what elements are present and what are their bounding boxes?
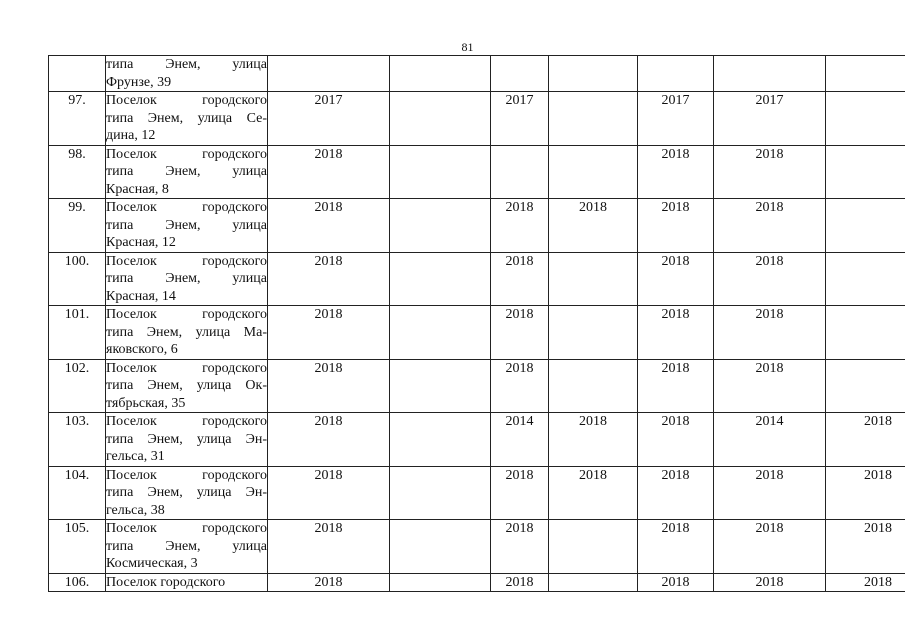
address-cell [106, 413, 268, 467]
address-cell [106, 92, 268, 146]
row-number-cell: 98. [49, 145, 106, 199]
year-cell: 2018 [491, 466, 549, 520]
address-line: Космическая, 3 [106, 556, 198, 571]
year-cell: 2017 [268, 92, 390, 146]
address-cell [106, 145, 268, 199]
year-cell [549, 573, 638, 592]
year-cell [826, 92, 905, 146]
year-cell: 2018 [638, 306, 714, 360]
year-cell: 2018 [638, 359, 714, 413]
year-cell: 2018 [714, 252, 826, 306]
year-cell [390, 199, 491, 253]
year-cell [390, 306, 491, 360]
year-cell: 2018 [714, 573, 826, 592]
address-line: Поселок городского [106, 414, 267, 429]
address-line: типа Энем, улица [106, 57, 267, 72]
year-cell: 2018 [549, 199, 638, 253]
year-cell: 2018 [549, 466, 638, 520]
address-line: типа Энем, улица Эн- [106, 431, 267, 447]
address-cell [106, 466, 268, 520]
address-line: Поселок городского [106, 360, 267, 376]
year-cell: 2018 [268, 573, 390, 592]
year-cell: 2017 [638, 92, 714, 146]
row-number-cell: 106. [49, 573, 106, 592]
year-cell: 2018 [714, 520, 826, 574]
year-cell [390, 573, 491, 592]
table-row [49, 306, 905, 360]
page-number: 81 [461, 40, 474, 54]
year-cell: 2018 [638, 573, 714, 592]
address-line: Поселок городского [106, 253, 267, 269]
year-cell: 2018 [638, 252, 714, 306]
year-cell: 2018 [638, 145, 714, 199]
year-cell: 2018 [268, 413, 390, 467]
table-body [49, 56, 905, 592]
year-cell: 2018 [638, 466, 714, 520]
address-cell [106, 56, 268, 92]
row-number-cell: 99. [49, 199, 106, 253]
row-number-cell: 100. [49, 252, 106, 306]
address-line: Красная, 14 [106, 288, 176, 304]
address-cell [106, 359, 268, 413]
year-cell [390, 92, 491, 146]
address-line: Поселок городского [106, 307, 267, 322]
row-number-cell: 105. [49, 520, 106, 574]
address-line: яковского, 6 [106, 342, 178, 357]
address-line: типа Энем, улица Ма- [106, 324, 267, 340]
table-row [49, 413, 905, 467]
year-cell [549, 520, 638, 574]
address-cell [106, 199, 268, 253]
address-line: Фрунзе, 39 [106, 74, 172, 90]
address-line: типа Энем, улица Эн- [106, 485, 267, 500]
year-cell: 2018 [714, 199, 826, 253]
year-cell [268, 56, 390, 92]
address-line: гельса, 38 [106, 502, 165, 518]
address-line: типа Энем, улица [106, 164, 267, 179]
year-cell [826, 199, 905, 253]
year-cell: 2018 [268, 145, 390, 199]
address-line: типа Энем, улица Се- [106, 110, 267, 126]
year-cell: 2018 [491, 306, 549, 360]
address-line: Поселок городского [106, 93, 267, 108]
table-row [49, 466, 905, 520]
year-cell: 2018 [268, 252, 390, 306]
row-number-cell [49, 56, 106, 92]
year-cell [549, 56, 638, 92]
row-number-cell: 103. [49, 413, 106, 467]
year-cell [826, 359, 905, 413]
year-cell: 2017 [714, 92, 826, 146]
row-number-cell: 97. [49, 92, 106, 146]
year-cell [390, 359, 491, 413]
year-cell: 2017 [491, 92, 549, 146]
address-line: типа Энем, улица [106, 271, 267, 286]
year-cell [549, 359, 638, 413]
address-line: Поселок городского [106, 146, 267, 162]
year-cell: 2018 [491, 359, 549, 413]
address-line: Поселок городского [106, 200, 267, 215]
address-line: Красная, 12 [106, 235, 176, 250]
year-cell [549, 92, 638, 146]
year-cell: 2018 [638, 520, 714, 574]
year-cell: 2018 [268, 520, 390, 574]
year-cell: 2018 [714, 145, 826, 199]
address-cell [106, 252, 268, 306]
table-row [49, 573, 905, 592]
year-cell [390, 520, 491, 574]
year-cell: 2018 [491, 573, 549, 592]
address-line: Поселок городского [106, 521, 267, 536]
year-cell: 2014 [491, 413, 549, 467]
table-row [49, 252, 905, 306]
year-cell: 2018 [491, 252, 549, 306]
table-row [49, 56, 905, 92]
year-cell [390, 252, 491, 306]
year-cell [390, 145, 491, 199]
year-cell [549, 252, 638, 306]
year-cell [826, 306, 905, 360]
address-cell [106, 573, 268, 592]
year-cell: 2018 [491, 199, 549, 253]
buildings-table [48, 55, 905, 592]
address-line: типа Энем, улица [106, 217, 267, 233]
address-line: тябрьская, 35 [106, 395, 186, 411]
table-row [49, 199, 905, 253]
year-cell [390, 56, 491, 92]
year-cell: 2018 [491, 520, 549, 574]
year-cell: 2018 [268, 306, 390, 360]
table-row [49, 520, 905, 574]
year-cell: 2018 [826, 573, 905, 592]
row-number-cell: 102. [49, 359, 106, 413]
year-cell: 2018 [638, 413, 714, 467]
year-cell: 2018 [638, 199, 714, 253]
table-row [49, 359, 905, 413]
row-number-cell: 104. [49, 466, 106, 520]
year-cell [549, 306, 638, 360]
address-line: гельса, 31 [106, 449, 165, 464]
address-cell [106, 306, 268, 360]
table-row [49, 145, 905, 199]
year-cell [390, 413, 491, 467]
year-cell: 2014 [714, 413, 826, 467]
year-cell: 2018 [268, 466, 390, 520]
year-cell: 2018 [268, 199, 390, 253]
year-cell [826, 145, 905, 199]
year-cell [638, 56, 714, 92]
year-cell: 2018 [826, 520, 905, 574]
address-line: Поселок городского [106, 574, 226, 590]
year-cell: 2018 [549, 413, 638, 467]
year-cell: 2018 [714, 466, 826, 520]
year-cell: 2018 [826, 413, 905, 467]
address-line: Красная, 8 [106, 181, 169, 197]
address-line: типа Энем, улица Ок- [106, 378, 267, 393]
year-cell: 2018 [826, 466, 905, 520]
year-cell: 2018 [268, 359, 390, 413]
year-cell [491, 56, 549, 92]
year-cell [491, 145, 549, 199]
address-line: Поселок городского [106, 467, 267, 483]
table-row [49, 92, 905, 146]
row-number-cell: 101. [49, 306, 106, 360]
year-cell: 2018 [714, 359, 826, 413]
year-cell [826, 56, 905, 92]
year-cell [549, 145, 638, 199]
address-line: типа Энем, улица [106, 538, 267, 554]
year-cell [390, 466, 491, 520]
year-cell [826, 252, 905, 306]
year-cell [714, 56, 826, 92]
year-cell: 2018 [714, 306, 826, 360]
address-line: дина, 12 [106, 128, 156, 143]
address-cell [106, 520, 268, 574]
